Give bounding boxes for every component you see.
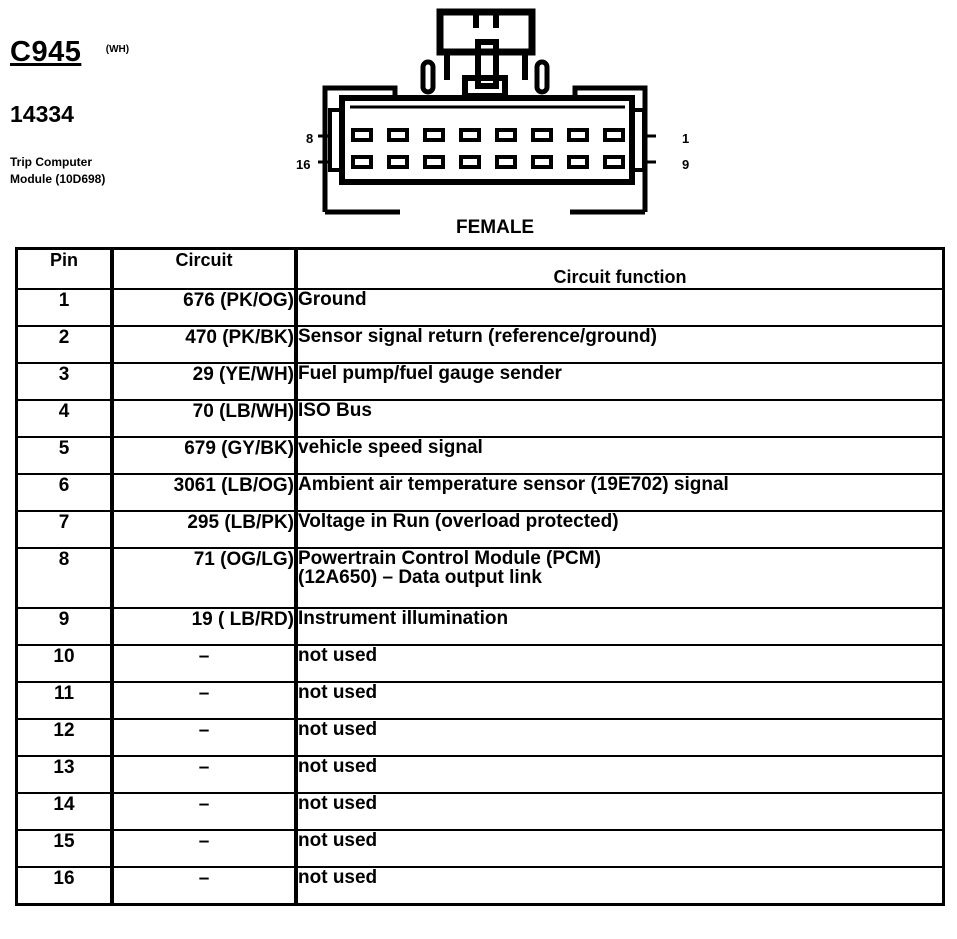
table-row	[17, 608, 944, 645]
header-circuit-function: Circuit function	[296, 249, 944, 290]
circuit-function	[296, 474, 944, 511]
module-name-line2: Module (10D698)	[10, 172, 106, 186]
table-row	[17, 867, 944, 905]
circuit-code: 29 (YE/WH)	[112, 363, 296, 400]
circuit-code: 3061 (LB/OG)	[112, 474, 296, 511]
right-rib	[632, 110, 644, 170]
circuit-code: 676 (PK/OG)	[112, 289, 296, 326]
cavity-row-top	[353, 130, 623, 140]
connector-color-code: (WH)	[105, 44, 130, 55]
table-row	[17, 326, 944, 363]
pin-number: 13	[17, 756, 113, 793]
pin-number: 4	[17, 400, 113, 437]
table-row	[17, 511, 944, 548]
header-circuit: Circuit	[112, 249, 296, 290]
circuit-code: –	[112, 793, 296, 830]
pinout-table-body	[17, 289, 944, 905]
pin-number: 15	[17, 830, 113, 867]
table-row	[17, 474, 944, 511]
pin-label-top-right: 1	[682, 131, 690, 146]
circuit-function	[296, 867, 944, 905]
table-row	[17, 793, 944, 830]
pin-number: 2	[17, 326, 113, 363]
table-row	[17, 400, 944, 437]
circuit-function-line: not used	[298, 756, 378, 777]
circuit-code: –	[112, 645, 296, 682]
circuit-code: 295 (LB/PK)	[112, 511, 296, 548]
circuit-function-line: not used	[298, 682, 378, 703]
table-row	[17, 363, 944, 400]
circuit-function	[296, 437, 944, 474]
table-row	[17, 830, 944, 867]
pinout-table	[15, 247, 945, 906]
circuit-function-line: Ground	[298, 289, 367, 310]
connector-face-diagram	[280, 0, 700, 225]
pin-number: 7	[17, 511, 113, 548]
latch-top	[440, 12, 532, 52]
pin-number: 12	[17, 719, 113, 756]
circuit-code: –	[112, 682, 296, 719]
circuit-code: –	[112, 756, 296, 793]
header-pin: Pin	[17, 249, 113, 290]
circuit-function-line: ISO Bus	[298, 400, 372, 421]
circuit-function	[296, 756, 944, 793]
circuit-function-line: not used	[298, 830, 378, 851]
circuit-function	[296, 289, 944, 326]
right-post	[537, 62, 547, 92]
table-row	[17, 719, 944, 756]
circuit-function	[296, 608, 944, 645]
circuit-function-line: not used	[298, 645, 378, 666]
connector-gender: FEMALE	[456, 217, 535, 238]
circuit-function	[296, 326, 944, 363]
table-row	[17, 437, 944, 474]
circuit-function-line: Powertrain Control Module (PCM)	[298, 548, 601, 569]
circuit-code: –	[112, 830, 296, 867]
connector-id: C945	[10, 36, 82, 68]
circuit-function-line: vehicle speed signal	[298, 437, 483, 458]
circuit-function-line: Instrument illumination	[298, 608, 509, 629]
table-row	[17, 548, 944, 608]
pin-number: 6	[17, 474, 113, 511]
pin-number: 9	[17, 608, 113, 645]
circuit-function-line: Fuel pump/fuel gauge sender	[298, 363, 562, 384]
table-row	[17, 645, 944, 682]
circuit-code: –	[112, 867, 296, 905]
circuit-code: 679 (GY/BK)	[112, 437, 296, 474]
circuit-function	[296, 793, 944, 830]
pin-number: 1	[17, 289, 113, 326]
pin-label-bottom-left: 16	[296, 157, 311, 172]
table-header-row	[17, 249, 944, 290]
table-row	[17, 756, 944, 793]
cavity-row-bottom	[353, 157, 623, 167]
pin-number: 16	[17, 867, 113, 905]
pin-label-top-left: 8	[306, 131, 314, 146]
table-row	[17, 289, 944, 326]
circuit-function-line: not used	[298, 719, 378, 740]
circuit-function-line: Voltage in Run (overload protected)	[298, 511, 619, 532]
pin-label-bottom-right: 9	[682, 157, 690, 172]
circuit-code: –	[112, 719, 296, 756]
table-row	[17, 682, 944, 719]
pin-number: 14	[17, 793, 113, 830]
circuit-code: 470 (PK/BK)	[112, 326, 296, 363]
circuit-function-line: Sensor signal return (reference/ground)	[298, 326, 657, 347]
circuit-code: 70 (LB/WH)	[112, 400, 296, 437]
circuit-function	[296, 830, 944, 867]
pin-number: 5	[17, 437, 113, 474]
circuit-function	[296, 511, 944, 548]
circuit-code: 19 ( LB/RD)	[112, 608, 296, 645]
circuit-function-line: Ambient air temperature sensor (19E702) signal	[298, 474, 729, 495]
circuit-function-line: not used	[298, 793, 378, 814]
module-name-line1: Trip Computer	[10, 155, 93, 169]
circuit-function	[296, 719, 944, 756]
circuit-function-line: not used	[298, 867, 378, 888]
pin-number: 10	[17, 645, 113, 682]
pin-number: 8	[17, 548, 113, 608]
circuit-function	[296, 400, 944, 437]
pin-number: 11	[17, 682, 113, 719]
circuit-function	[296, 645, 944, 682]
left-post	[423, 62, 433, 92]
left-rib	[330, 110, 342, 170]
circuit-function-line: (12A650) – Data output link	[298, 567, 542, 588]
circuit-code: 71 (OG/LG)	[112, 548, 296, 608]
circuit-function	[296, 548, 944, 608]
connector-title	[10, 36, 129, 69]
module-name	[10, 154, 170, 188]
circuit-function	[296, 363, 944, 400]
circuit-function	[296, 682, 944, 719]
part-number: 14334	[10, 101, 74, 127]
pin-number: 3	[17, 363, 113, 400]
